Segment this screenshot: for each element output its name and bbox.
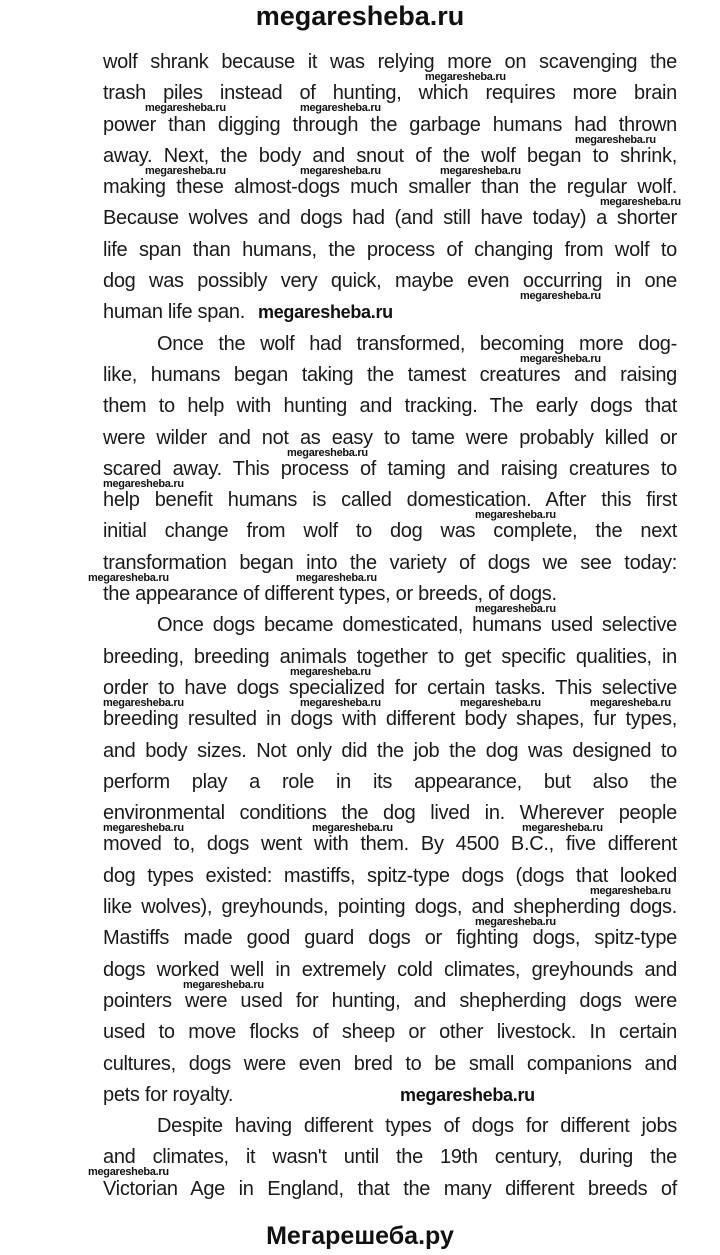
text-line: perform play a role in its appearance, but also the bbox=[103, 770, 677, 793]
watermark: megaresheba.ru bbox=[296, 571, 377, 584]
watermark: megaresheba.ru bbox=[88, 571, 169, 584]
watermark: megaresheba.ru bbox=[145, 164, 226, 177]
text-line: Once dogs became domesticated, humans used selective bbox=[157, 614, 677, 637]
text-line: pets for royalty. bbox=[103, 1083, 234, 1106]
text-line: transformation began into the variety of dogs we see today: bbox=[103, 551, 677, 574]
text-line: environmental conditions the dog lived in. Wherever people bbox=[103, 802, 677, 825]
watermark: megaresheba.ru bbox=[103, 822, 184, 835]
watermark: megaresheba.ru bbox=[312, 822, 393, 835]
text-line: wolf shrank because it was relying more on scavenging the bbox=[103, 51, 677, 73]
watermark: megaresheba.ru bbox=[425, 71, 506, 84]
text-line: power than digging through the garbage humans had thrown bbox=[103, 113, 677, 136]
watermark: megaresheba.ru bbox=[475, 916, 556, 929]
footer-watermark: Мегарешеба.ру bbox=[266, 1222, 454, 1250]
text-line: Mastiffs made good guard dogs or fighting dogs, spitz-type bbox=[103, 927, 677, 950]
watermark: megaresheba.ru bbox=[475, 603, 556, 616]
text-line: cultures, dogs were even bred to be small companions and bbox=[103, 1052, 677, 1075]
watermark: megaresheba.ru bbox=[590, 697, 671, 710]
watermark: megaresheba.ru bbox=[590, 884, 671, 897]
watermark: megaresheba.ru bbox=[300, 697, 381, 710]
watermark: megaresheba.ru bbox=[575, 133, 656, 146]
text-line: dog was possibly very quick, maybe even occurring in one bbox=[103, 270, 677, 293]
text-line: and climates, it wasn't until the 19th century, during the bbox=[103, 1146, 677, 1169]
text-line: breeding resulted in dogs with different body shapes, fur types, bbox=[103, 708, 677, 731]
text-line: trash piles instead of hunting, which requires more brain bbox=[103, 82, 677, 105]
text-line: breeding, breeding animals together to get specific qualities, in bbox=[103, 645, 677, 668]
paragraph bbox=[103, 615, 677, 1104]
text-line: making these almost-dogs much smaller than the regular wolf. bbox=[103, 176, 677, 199]
watermark: megaresheba.ru bbox=[300, 164, 381, 177]
text-line: dog types existed: mastiffs, spitz-type dogs (dogs that looked bbox=[103, 864, 677, 887]
text-line: Because wolves and dogs had (and still have today) a shorter bbox=[103, 207, 677, 230]
paragraph bbox=[103, 52, 677, 322]
text-line: the appearance of different types, or breeds, of dogs. bbox=[103, 583, 557, 606]
watermark: megaresheba.ru bbox=[145, 102, 226, 115]
watermark: megaresheba.ru bbox=[400, 1084, 535, 1105]
document-body bbox=[103, 52, 677, 1210]
text-line: life span than humans, the process of changing from wolf to bbox=[103, 238, 677, 261]
watermark: megaresheba.ru bbox=[520, 290, 601, 303]
text-line: initial change from wolf to dog was complete, the next bbox=[103, 520, 677, 543]
text-line: used to move flocks of sheep or other livestock. In certain bbox=[103, 1021, 677, 1044]
watermark: megaresheba.ru bbox=[287, 446, 368, 459]
watermark: megaresheba.ru bbox=[290, 665, 371, 678]
text-line: help benefit humans is called domestication. After this first bbox=[103, 489, 677, 512]
paragraph bbox=[103, 334, 677, 604]
text-line: like wolves), greyhounds, pointing dogs, and shepherding dogs. bbox=[103, 896, 677, 919]
watermark: megaresheba.ru bbox=[440, 164, 521, 177]
watermark: megaresheba.ru bbox=[460, 697, 541, 710]
watermark: megaresheba.ru bbox=[475, 509, 556, 522]
text-line: Despite having different types of dogs for different jobs bbox=[157, 1115, 677, 1138]
watermark: megaresheba.ru bbox=[103, 697, 184, 710]
watermark: megaresheba.ru bbox=[300, 102, 381, 115]
text-line: dogs worked well in extremely cold climates, greyhounds and bbox=[103, 958, 677, 981]
watermark: megaresheba.ru bbox=[258, 302, 393, 323]
watermark: megaresheba.ru bbox=[520, 352, 601, 365]
text-line: were wilder and not as easy to tame were probably killed or bbox=[103, 426, 677, 449]
text-line: scared away. This process of taming and raising creatures to bbox=[103, 457, 677, 480]
text-line: away. Next, the body and snout of the wolf began to shrink, bbox=[103, 144, 677, 167]
text-line: pointers were used for hunting, and shepherding dogs were bbox=[103, 989, 677, 1012]
text-line: like, humans began taking the tamest creatures and raising bbox=[103, 363, 677, 386]
watermark: megaresheba.ru bbox=[183, 978, 264, 991]
text-line: Victorian Age in England, that the many different breeds of bbox=[103, 1177, 677, 1200]
watermark: megaresheba.ru bbox=[600, 196, 681, 209]
text-line: moved to, dogs went with them. By 4500 B.C., five different bbox=[103, 833, 677, 856]
watermark: megaresheba.ru bbox=[103, 477, 184, 490]
paragraph bbox=[103, 1116, 677, 1199]
header-watermark: megaresheba.ru bbox=[255, 1, 465, 31]
watermark: megaresheba.ru bbox=[522, 822, 603, 835]
text-line: order to have dogs specialized for certain tasks. This selective bbox=[103, 676, 677, 699]
text-line: Once the wolf had transformed, becoming more dog- bbox=[157, 332, 677, 355]
text-line: them to help with hunting and tracking. The early dogs that bbox=[103, 395, 677, 418]
text-line: human life span. bbox=[103, 301, 245, 324]
watermark: megaresheba.ru bbox=[88, 1166, 169, 1179]
text-line: and body sizes. Not only did the job the dog was designed to bbox=[103, 739, 677, 762]
